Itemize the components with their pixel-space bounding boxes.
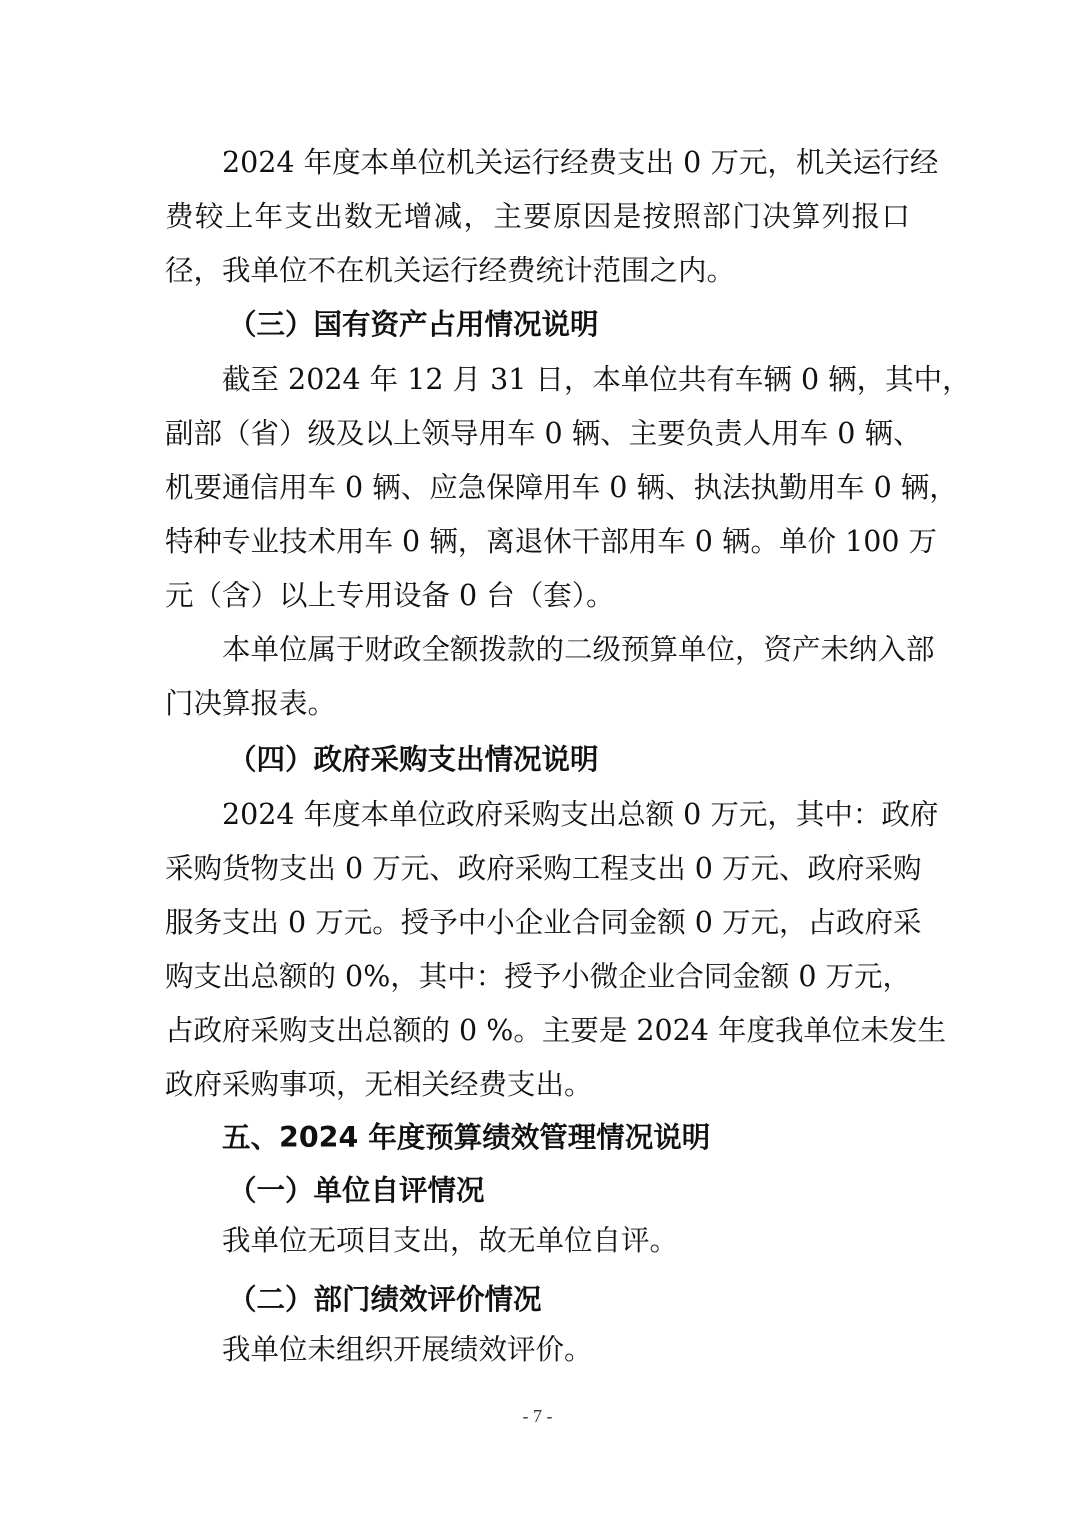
paragraph-line: 截至 2024 年 12 月 31 日，本单位共有车辆 0 辆，其中，	[222, 363, 971, 396]
paragraph-line: 费较上年支出数无增减，主要原因是按照部门决算列报口	[165, 200, 910, 233]
section-heading-assets: （三）国有资产占用情况说明	[228, 308, 599, 341]
paragraph-line: 副部（省）级及以上领导用车 0 辆、主要负责人用车 0 辆、	[165, 417, 922, 450]
paragraph-line: 门决算报表。	[165, 687, 337, 720]
paragraph-line: 采购货物支出 0 万元、政府采购工程支出 0 万元、政府采购	[165, 852, 922, 885]
section-heading-self-eval: （一）单位自评情况	[228, 1174, 485, 1207]
paragraph-line: 2024 年度本单位政府采购支出总额 0 万元，其中：政府	[222, 798, 939, 831]
paragraph-line: 我单位未组织开展绩效评价。	[222, 1333, 593, 1366]
page-number: - 7 -	[522, 1406, 553, 1426]
paragraph-line: 服务支出 0 万元。授予中小企业合同金额 0 万元，占政府采	[165, 906, 922, 939]
paragraph-line: 政府采购事项，无相关经费支出。	[165, 1068, 593, 1101]
paragraph-line: 元（含）以上专用设备 0 台（套）。	[165, 579, 615, 612]
section-heading-dept-eval: （二）部门绩效评价情况	[228, 1283, 542, 1316]
paragraph-line: 径，我单位不在机关运行经费统计范围之内。	[165, 254, 736, 287]
paragraph-line: 2024 年度本单位机关运行经费支出 0 万元，机关运行经	[222, 146, 939, 179]
paragraph-line: 特种专业技术用车 0 辆，离退休干部用车 0 辆。单价 100 万	[165, 525, 938, 558]
paragraph-line: 购支出总额的 0%，其中：授予小微企业合同金额 0 万元，	[165, 960, 912, 993]
paragraph-line: 机要通信用车 0 辆、应急保障用车 0 辆、执法执勤用车 0 辆，	[165, 471, 958, 504]
paragraph-line: 我单位无项目支出，故无单位自评。	[222, 1224, 679, 1257]
paragraph-line: 占政府采购支出总额的 0 %。主要是 2024 年度我单位未发生	[165, 1014, 946, 1047]
section-heading-procurement: （四）政府采购支出情况说明	[228, 743, 599, 776]
paragraph-line: 本单位属于财政全额拨款的二级预算单位，资产未纳入部	[222, 633, 935, 666]
section-heading-performance: 五、2024 年度预算绩效管理情况说明	[222, 1121, 711, 1154]
